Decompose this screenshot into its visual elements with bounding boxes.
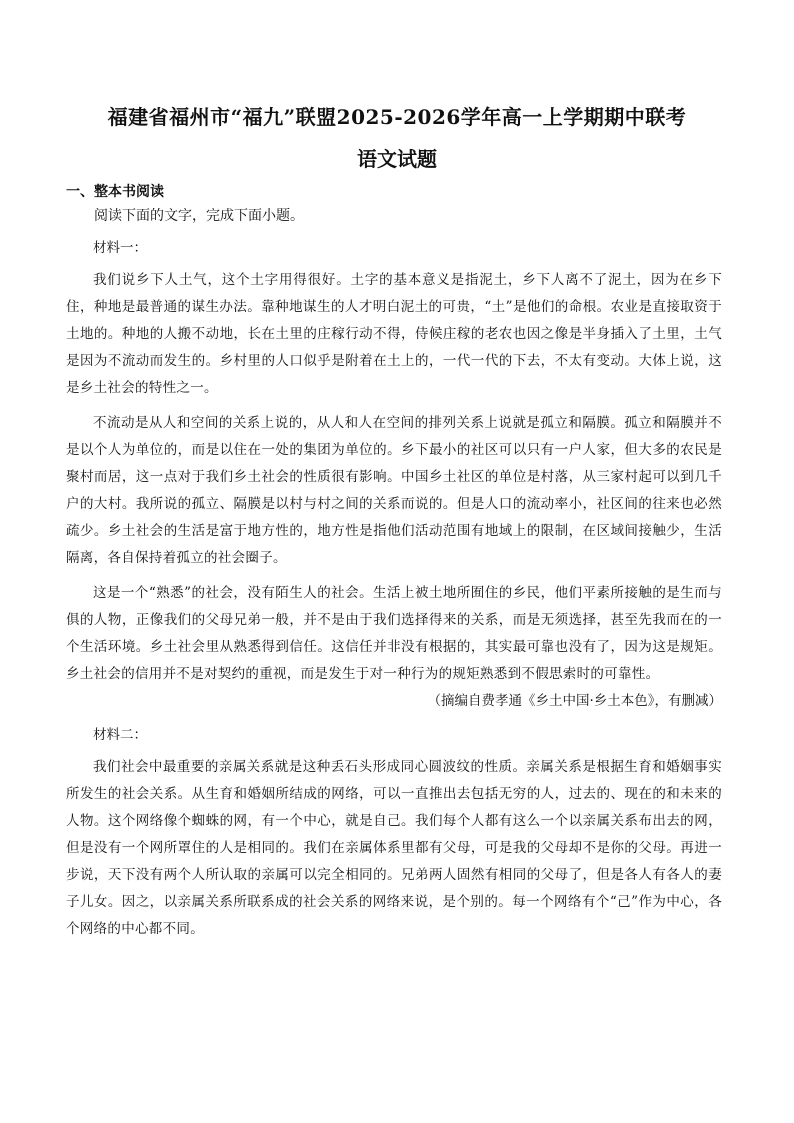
material-one-label: 材料一： — [93, 240, 147, 256]
material-one-paragraph: 不流动是从人和空间的关系上说的，从人和人在空间的排列关系上说就是孤立和隔膜。孤立和隔膜并不是以个人为单位的，而是以住在一处的集团为单位的。乡下最小的社区可以只有一户人家，但大多的农民是聚村而居，这一点对于我们乡土社会的性质很有影响。中国乡土社区的单位是村落，从三家村起可以到几千户的大村。我所说的孤立、隔膜是以村与村之间的关系而说的。但是人口的流动率小，社区间的往来也必然疏少。乡土社会的生活是富于地方性的，地方性是指他们活动范围有地域上的限制，在区域间接触少，生活隔离，各自保持着孤立的社会圈子。 — [66, 415, 722, 566]
reading-instruction: 阅读下面的文字，完成下面小题。 — [94, 208, 304, 224]
document-title: 福建省福州市“福九”联盟2025-2026学年高一上学期期中联考 — [107, 105, 687, 129]
document-body — [66, 181, 722, 943]
material-two-paragraph: 我们社会中最重要的亲属关系就是这种丢石头形成同心圆波纹的性质。亲属关系是根据生育和婚姻事实所发生的社会关系。从生育和婚姻所结成的网络，可以一直推出去包括无穷的人，过去的、现在的和未来的人物。这个网络像个蜘蛛的网，有一个中心，就是自己。我们每个人都有这么一个以亲属关系布出去的网，但是没有一个网所罩住的人是相同的。我们在亲属体系里都有父母，可是我的父母却不是你的父母。再进一步说，天下没有两个人所认取的亲属可以完全相同的。兄弟两人固然有相同的父母了，但是各人有各人的妻子儿女。因之，以亲属关系所联系成的社会关系的网络来说，是个别的。每一个网络有个“己”作为中心，各个网络的中心都不同。 — [66, 759, 722, 937]
material-one-paragraph: 这是一个“熟悉”的社会，没有陌生人的社会。生活上被土地所囿住的乡民，他们平素所接触的是生而与俱的人物，正像我们的父母兄弟一般，并不是由于我们选择得来的关系，而是无须选择，甚至先我而在的一个生活环境。乡土社会里从熟悉得到信任。这信任并非没有根据的，其实最可靠也没有了，因为这是规矩。乡土社会的信用并不是对契约的重视，而是发生于对一种行为的规矩熟悉到不假思索时的可靠性。 — [66, 585, 722, 682]
material-one-citation: （摘编自费孝通《乡土中国·乡土本色》，有删减） — [427, 693, 722, 709]
section-heading: 一、整本书阅读 — [66, 184, 164, 200]
document-subtitle: 语文试题 — [357, 147, 437, 171]
material-two-label: 材料二： — [93, 727, 147, 743]
material-one-paragraph: 我们说乡下人土气，这个土字用得很好。土字的基本意义是指泥土，乡下人离不了泥土，因为在乡下住，种地是最普通的谋生办法。靠种地谋生的人才明白泥土的可贵，“土”是他们的命根。农业是直接取资于土地的。种地的人搬不动地，长在土里的庄稼行动不得，侍候庄稼的老农也因之像是半身插入了土里，土气是因为不流动而发生的。乡村里的人口似乎是附着在土上的，一代一代的下去，不太有变动。大体上说，这是乡土社会的特性之一。 — [66, 272, 722, 396]
